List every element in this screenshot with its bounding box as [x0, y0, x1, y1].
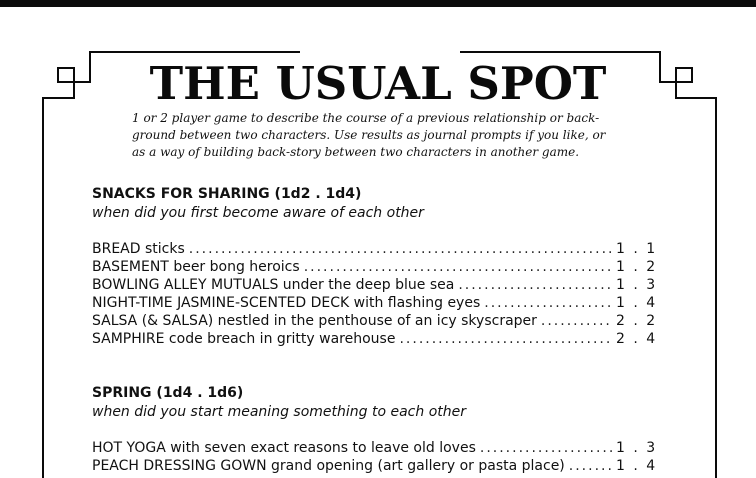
list-item — [92, 312, 658, 330]
list-item — [92, 294, 658, 312]
entry-list — [92, 439, 658, 475]
entry-label: SALSA (& SALSA) nestled in the penthouse of an icy skyscraper — [92, 313, 537, 329]
section-subheading: when did you first become aware of each other — [92, 205, 424, 221]
intro-line: 1 or 2 player game to describe the course of a previous relationship or back- — [132, 111, 600, 125]
intro-line: ground between two characters. Use results as journal prompts if you like, or — [132, 128, 606, 142]
section-snacks-for-sharing — [92, 185, 658, 348]
section-spring — [92, 384, 658, 475]
entry-label: PEACH DRESSING GOWN grand opening (art gallery or pasta place) — [92, 458, 565, 474]
list-item — [92, 330, 658, 348]
section-heading: SPRING (1d4 . 1d6) — [92, 385, 244, 401]
entry-label: BASEMENT beer bong heroics — [92, 259, 300, 275]
list-item — [92, 276, 658, 294]
entry-code: 1 . 4 — [616, 295, 658, 311]
entry-code: 2 . 2 — [616, 313, 658, 329]
entry-code: 1 . 3 — [616, 277, 658, 293]
intro-paragraph — [132, 110, 632, 161]
dot-leader — [304, 258, 612, 276]
list-item — [92, 457, 658, 475]
dot-leader — [480, 439, 612, 457]
entry-code: 1 . 3 — [616, 440, 658, 456]
dot-leader — [569, 457, 612, 475]
entry-code: 2 . 4 — [616, 331, 658, 347]
intro-line: as a way of building back-story between two characters in another game. — [132, 145, 580, 159]
section-subheading: when did you start meaning something to each other — [92, 404, 466, 420]
entry-label: NIGHT-TIME JASMINE-SCENTED DECK with flashing eyes — [92, 295, 481, 311]
entry-code: 1 . 4 — [616, 458, 658, 474]
dot-leader — [541, 312, 612, 330]
entry-list — [92, 240, 658, 348]
list-item — [92, 439, 658, 457]
dot-leader — [399, 330, 612, 348]
entry-code: 1 . 1 — [616, 241, 658, 257]
entry-label: BREAD sticks — [92, 241, 185, 257]
list-item — [92, 240, 658, 258]
dot-leader — [189, 240, 612, 258]
entry-code: 1 . 2 — [616, 259, 658, 275]
page-title: THE USUAL SPOT — [149, 57, 607, 110]
entry-label: HOT YOGA with seven exact reasons to leave old loves — [92, 440, 476, 456]
dot-leader — [458, 276, 612, 294]
entry-label: SAMPHIRE code breach in gritty warehouse — [92, 331, 396, 347]
list-item — [92, 258, 658, 276]
dot-leader — [484, 294, 612, 312]
section-heading: SNACKS FOR SHARING (1d2 . 1d4) — [92, 186, 362, 202]
entry-label: BOWLING ALLEY MUTUALS under the deep blue sea — [92, 277, 455, 293]
